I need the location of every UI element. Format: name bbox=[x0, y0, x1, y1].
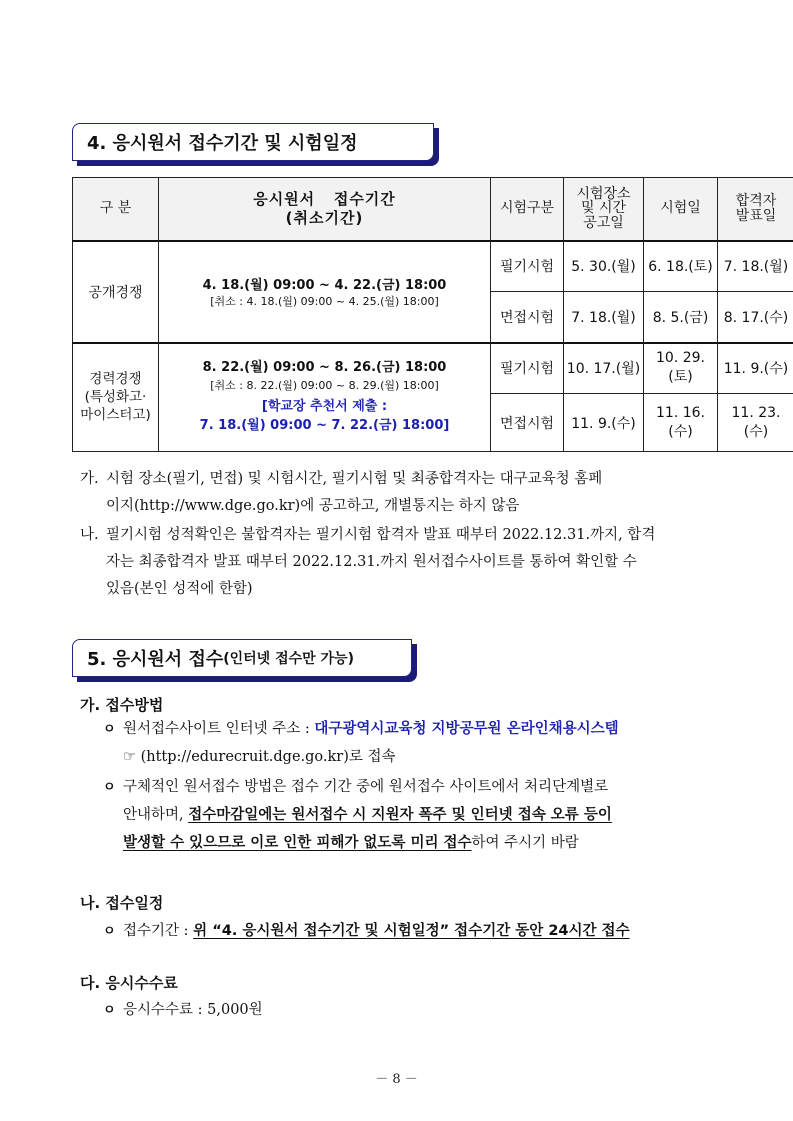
open-written-type: 필기시험 bbox=[491, 241, 564, 292]
bullet-icon: ㅇ bbox=[103, 1003, 116, 1018]
open-interview-exam: 8. 5.(금) bbox=[644, 292, 718, 343]
open-written-announce: 5. 30.(월) bbox=[564, 241, 644, 292]
career-written-announce: 10. 17.(월) bbox=[564, 343, 644, 394]
schedule-line: ㅇ 접수기간 : 위 “4. 응시원서 접수기간 및 시험일정” 접수기간 동안 24시간 접수 bbox=[103, 918, 725, 945]
career-interview-result: 11. 23.(수) bbox=[718, 394, 793, 452]
schedule-table bbox=[72, 177, 793, 452]
method-detail-2: 안내하며, 접수마감일에는 원서접수 시 지원자 폭주 및 인터넷 접속 오류 등이 bbox=[123, 807, 612, 823]
career-written-result: 11. 9.(수) bbox=[718, 343, 793, 394]
fee-heading: 다. 응시수수료 bbox=[80, 974, 178, 992]
hand-pointer-icon: ☞ bbox=[123, 749, 136, 765]
note-na: 나. 필기시험 성적확인은 불합격자는 필기시험 합격자 발표 때부터 2022.12.31.까지, 합격 자는 최종합격자 발표 때부터 2022.12.31.까지 원서접수사이트를 통하여 확인할 수 있음(본인 성적에 한함) bbox=[80, 527, 656, 597]
bullet-icon: ㅇ bbox=[103, 780, 116, 795]
method-url-detail bbox=[123, 744, 745, 771]
section5-title-box bbox=[72, 639, 412, 677]
career-interview-exam: 11. 16.(수) bbox=[644, 394, 718, 452]
method-detail-3: 발생할 수 있으므로 이로 인한 피해가 없도록 미리 접수하여 주시기 바람 bbox=[123, 835, 579, 851]
schedule-heading: 나. 접수일정 bbox=[80, 894, 164, 912]
header-result: 합격자 발표일 bbox=[718, 178, 793, 241]
method-detail: ㅇ 구체적인 원서접수 방법은 접수 기간 중에 원서접수 사이트에서 처리단계별로 bbox=[103, 774, 725, 801]
header-exam-date: 시험일 bbox=[644, 178, 718, 241]
career-interview-announce: 11. 9.(수) bbox=[564, 394, 644, 452]
open-interview-result: 8. 17.(수) bbox=[718, 292, 793, 343]
note-ga: 가. 시험 장소(필기, 면접) 및 시험시간, 필기시험 및 최종합격자는 대구교육청 홈페 이지(http://www.dge.go.kr)에 공고하고, 개별통지는 하지 않음 bbox=[80, 471, 603, 514]
section5-title: 5. 응시원서 접수 bbox=[87, 649, 224, 670]
open-label: 공개경쟁 bbox=[73, 241, 159, 343]
open-written-exam: 6. 18.(토) bbox=[644, 241, 718, 292]
section4-title-box bbox=[72, 123, 434, 161]
header-exam-type: 시험구분 bbox=[491, 178, 564, 241]
table-header-row bbox=[73, 178, 793, 241]
open-interview-announce: 7. 18.(월) bbox=[564, 292, 644, 343]
open-period: 4. 18.(월) 09:00 ~ 4. 22.(금) 18:00 [취소 : 4. 18.(월) 09:00 ~ 4. 25.(월) 18:00] bbox=[159, 241, 491, 343]
header-announce: 시험장소 및 시간 공고일 bbox=[564, 178, 644, 241]
table-row bbox=[73, 343, 793, 394]
page-number: － 8 － bbox=[375, 1072, 418, 1087]
method-heading: 가. 접수방법 bbox=[80, 696, 164, 714]
header-division: 구 분 bbox=[73, 178, 159, 241]
career-label: 경력경쟁 (특성화고· 마이스터고) bbox=[73, 343, 159, 452]
edurecruit-link[interactable]: (http://edurecruit.dge.go.kr)로 접속 bbox=[136, 749, 396, 765]
career-period: 8. 22.(월) 09:00 ~ 8. 26.(금) 18:00 [취소 : 8. 22.(월) 09:00 ~ 8. 29.(월) 18:00] [학교장 추천서 제출 : 7. 18.(월) 09:00 ~ 7. 22.(금) 18:00] bbox=[159, 343, 491, 452]
section4-title: 4. 응시원서 접수기간 및 시험일정 bbox=[87, 133, 358, 154]
fee-line: ㅇ 응시수수료 : 5,000원 bbox=[103, 997, 725, 1024]
career-interview-type: 면접시험 bbox=[491, 394, 564, 452]
system-name: 대구광역시교육청 지방공무원 온라인채용시스템 bbox=[314, 721, 619, 737]
open-written-result: 7. 18.(월) bbox=[718, 241, 793, 292]
career-written-type: 필기시험 bbox=[491, 343, 564, 394]
bullet-icon: ㅇ bbox=[103, 924, 116, 939]
method-url-line: ㅇ 원서접수사이트 인터넷 주소 : 대구광역시교육청 지방공무원 온라인채용시스템 bbox=[103, 716, 725, 743]
section5-title-suffix: (인터넷 접수만 가능) bbox=[223, 651, 354, 667]
table-row bbox=[73, 241, 793, 292]
open-interview-type: 면접시험 bbox=[491, 292, 564, 343]
bullet-icon: ㅇ bbox=[103, 722, 116, 737]
career-written-exam: 10. 29.(토) bbox=[644, 343, 718, 394]
header-period: 응시원서 접수기간 (취소기간) bbox=[159, 178, 491, 241]
